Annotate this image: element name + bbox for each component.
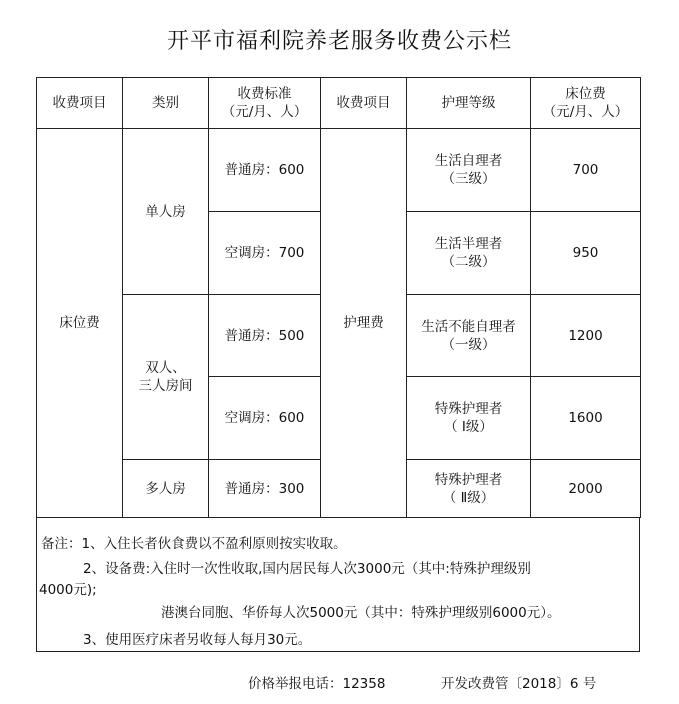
care-fee-cell: 2000 [531,460,641,518]
header-care-level: 护理等级 [407,78,531,129]
header-category: 类别 [123,78,209,129]
note-line-4: 3、使用医疗床者另收每人每月30元。 [83,632,312,648]
care-level-cell: 特殊护理者 （ Ⅱ级） [407,460,531,518]
care-fee-cell: 700 [531,129,641,212]
fee-table [36,77,641,518]
category-multi-room: 多人房 [123,460,209,518]
care-level-cell: 特殊护理者 （ Ⅰ级） [407,377,531,460]
header-bed-fee: 床位费 （元/月、人） [531,78,641,129]
document-number: 开发改费管〔2018〕6 号 [441,676,597,692]
note-line-1: 备注：1、入住长者伙食费以不盈利原则按实收取。 [41,536,347,552]
header-standard: 收费标准 （元/月、人） [209,78,321,129]
rate-cell: 普通房：600 [209,129,321,212]
care-level-cell: 生活不能自理者 （一级） [407,295,531,377]
header-item-2: 收费项目 [321,78,407,129]
note-line-2: 2、设备费:入住时一次性收取,国内居民每人次3000元（其中:特殊护理级别 [83,561,531,577]
rate-cell: 普通房：300 [209,460,321,518]
rate-cell: 普通房：500 [209,295,321,377]
header-item: 收费项目 [37,78,123,129]
care-fee-item-cell: 护理费 [321,129,407,518]
rate-cell: 空调房：700 [209,212,321,295]
table-row [37,129,641,212]
care-fee-cell: 1600 [531,377,641,460]
bed-fee-item-cell: 床位费 [37,129,123,518]
care-fee-cell: 950 [531,212,641,295]
care-level-cell: 生活自理者 （三级） [407,129,531,212]
care-level-cell: 生活半理者 （二级） [407,212,531,295]
rate-cell: 空调房：600 [209,377,321,460]
price-hotline: 价格举报电话：12358 [248,676,386,692]
notes-box [36,517,640,652]
category-double-triple-room: 双人、 三人房间 [123,295,209,460]
note-line-2-continued: 4000元); [39,582,97,598]
category-single-room: 单人房 [123,129,209,295]
care-fee-cell: 1200 [531,295,641,377]
note-line-3: 港澳台同胞、华侨每人次5000元（其中：特殊护理级别6000元）。 [161,605,561,621]
table-header-row [37,78,641,129]
page-title: 开平市福利院养老服务收费公示栏 [166,29,512,54]
